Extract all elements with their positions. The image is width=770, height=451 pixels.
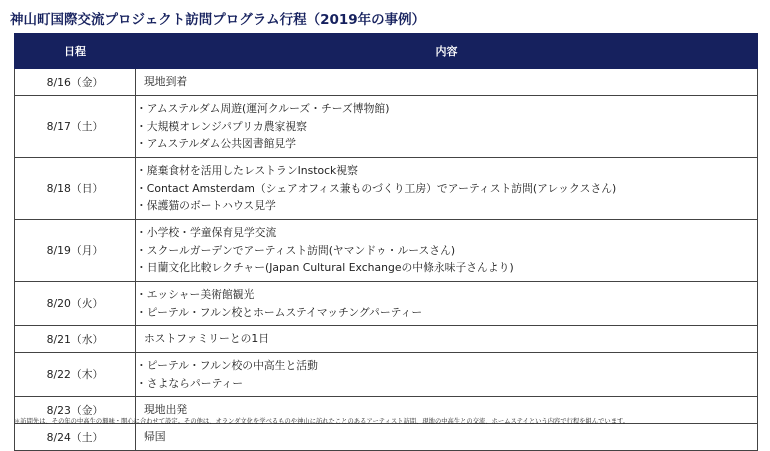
row-date: 8/17（土）: [15, 96, 136, 158]
row-date: 8/24（土）: [15, 424, 136, 451]
table-row: [15, 69, 758, 96]
activity-item: 帰国: [144, 430, 166, 444]
activity-item: ・日蘭文化比較レクチャー(Japan Cultural Exchangeの中條永味子さんより): [136, 261, 514, 275]
activity-item: ・スクールガーデンでアーティスト訪問(ヤマンドゥ・ルースさん): [136, 243, 456, 257]
activity-item: ・保護猫のボートハウス見学: [136, 199, 276, 213]
table-header-row: [15, 34, 758, 69]
table-row: [15, 158, 758, 220]
row-date: 8/16（金）: [15, 69, 136, 96]
row-date: 8/21（水）: [15, 326, 136, 353]
row-content: [136, 326, 758, 353]
activity-item: ・大規模オレンジパプリカ農家視察: [136, 119, 307, 133]
activity-item: ・廃棄食材を活用したレストランInstock視察: [136, 164, 358, 178]
activity-item: ・エッシャー美術館観光: [136, 288, 255, 301]
row-date: 8/18（日）: [15, 158, 136, 220]
activity-item: ・ピーテル・フルン校とホームステイマッチングパーティー: [136, 305, 423, 319]
row-date: 8/23（金）: [15, 397, 136, 424]
table-row: [15, 282, 758, 326]
activity-item: 現地到着: [144, 75, 188, 89]
schedule-rows: [15, 69, 758, 451]
table-row: [15, 424, 758, 451]
footnote: ＊訪問先は、その年の中高生の興味・関心に合わせて設定。その他は、オランダ文化を学べるものや神山に訪れたことのあるアーティスト訪問、現地の中高生との交流、ホームステイという内容で行程を組んでいます。: [14, 418, 630, 425]
row-content: [136, 220, 758, 282]
activity-item: ・ピーテル・フルン校の中高生と活動: [136, 359, 318, 372]
table-row: [15, 220, 758, 282]
schedule-table: [14, 33, 758, 451]
table-row: [15, 96, 758, 158]
table-row: [15, 353, 758, 397]
activity-item: ・アムステルダム公共図書館見学: [136, 137, 297, 151]
row-date: 8/19（月）: [15, 220, 136, 282]
row-content: [136, 424, 758, 451]
activity-item: ホストファミリーとの1日: [144, 332, 270, 346]
activity-item: ・小学校・学童保育見学交流: [136, 226, 277, 240]
page-title: 神山町国際交流プロジェクト訪問プログラム行程（2019年の事例）: [10, 12, 426, 28]
column-header-date: 日程: [15, 34, 136, 69]
activity-item: ・さよならパーティー: [136, 376, 244, 390]
row-date: 8/20（火）: [15, 282, 136, 326]
activity-item: 現地出発: [144, 403, 188, 417]
row-date: 8/22（木）: [15, 353, 136, 397]
column-header-content: 内容: [136, 34, 758, 69]
row-content: [136, 353, 758, 397]
activity-item: ・Contact Amsterdam（シェアオフィス兼ものづくり工房）でアーティスト訪問(アレックスさん): [136, 181, 617, 195]
row-content: [136, 96, 758, 158]
table-row: [15, 326, 758, 353]
row-content: [136, 158, 758, 220]
row-content: [136, 282, 758, 326]
row-content: [136, 69, 758, 96]
activity-item: ・アムステルダム周遊(運河クルーズ・チーズ博物館): [136, 102, 390, 116]
